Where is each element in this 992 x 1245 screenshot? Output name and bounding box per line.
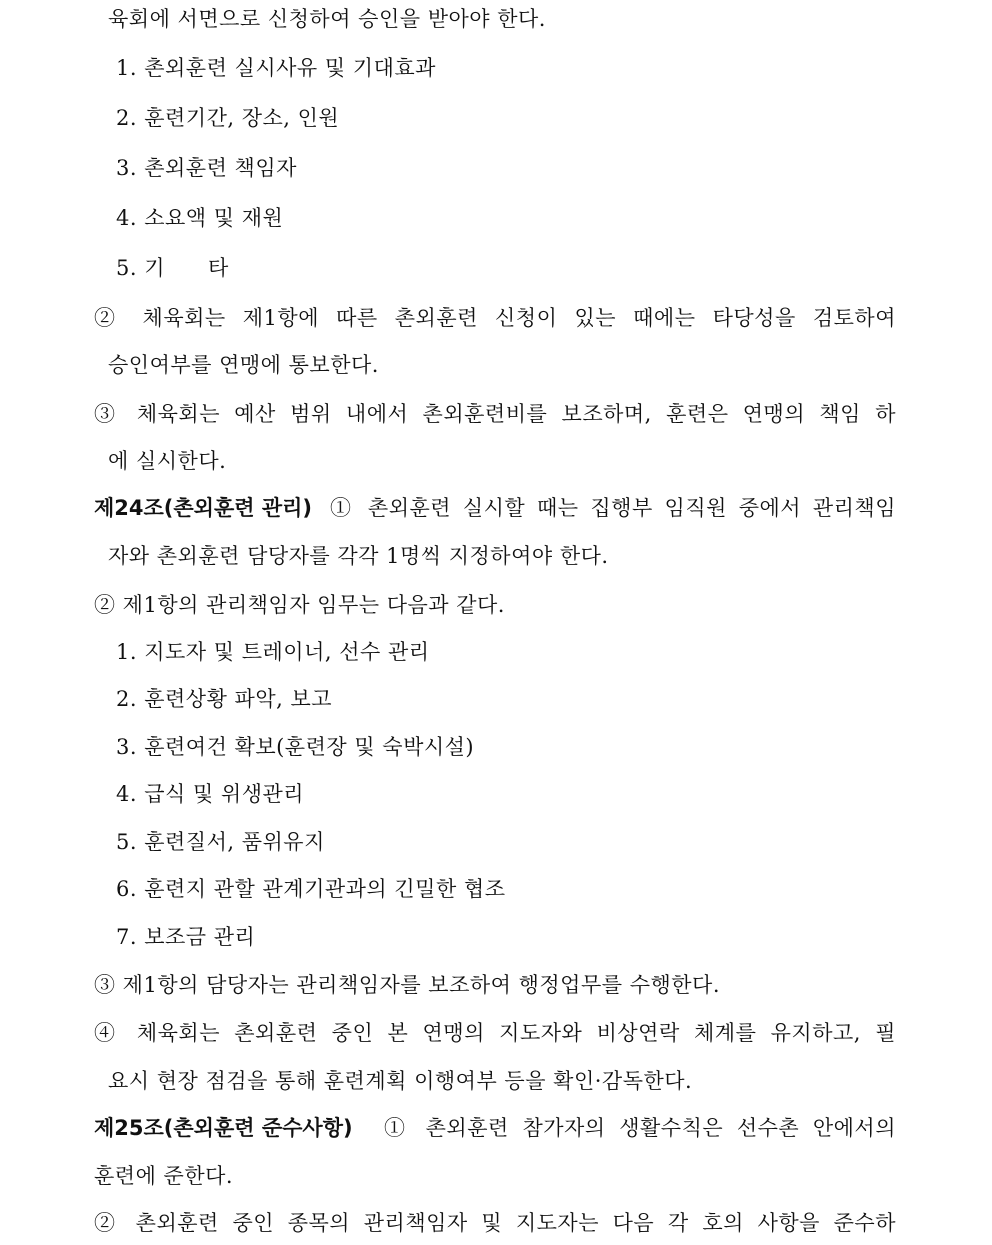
list-item: 5. 훈련질서, 품위유지	[116, 830, 325, 854]
list-item: 1. 촌외훈련 실시사유 및 기대효과	[116, 56, 436, 80]
article-25-title: 제25조(촌외훈련 준수사항)	[94, 1116, 353, 1140]
paragraph-line: 승인여부를 연맹에 통보한다.	[108, 353, 379, 377]
list-item: 2. 훈련상황 파악, 보고	[116, 687, 333, 711]
list-item: 4. 급식 및 위생관리	[116, 782, 305, 806]
list-item: 3. 훈련여건 확보(훈련장 및 숙박시설)	[116, 735, 475, 759]
paragraph-line: ② 제1항의 관리책임자 임무는 다음과 같다.	[94, 593, 505, 617]
article-heading	[94, 1115, 353, 1141]
list-item: 7. 보조금 관리	[116, 925, 256, 949]
paragraph-line: ④ 체육회는 촌외훈련 중인 본 연맹의 지도자와 비상연락 체계를 유지하고, 필	[94, 1021, 896, 1045]
paragraph-line: 자와 촌외훈련 담당자를 각각 1명씩 지정하여야 한다.	[108, 544, 609, 568]
paragraph-line: ② 체육회는 제1항에 따른 촌외훈련 신청이 있는 때에는 타당성을 검토하여	[94, 306, 896, 330]
paragraph-line: ① 촌외훈련 실시할 때는 집행부 임직원 중에서 관리책임	[330, 496, 896, 520]
paragraph-line: ① 촌외훈련 참가자의 생활수칙은 선수촌 안에서의	[384, 1116, 896, 1140]
paragraph-line: ③ 체육회는 예산 범위 내에서 촌외훈련비를 보조하며, 훈련은 연맹의 책임 하	[94, 402, 896, 426]
paragraph-line: 에 실시한다.	[108, 449, 227, 473]
list-item: 5. 기 타	[116, 256, 229, 280]
paragraph-line: 훈련에 준한다.	[94, 1164, 234, 1188]
paragraph-line: 요시 현장 점검을 통해 훈련계획 이행여부 등을 확인·감독한다.	[108, 1069, 693, 1093]
paragraph-line: ③ 제1항의 담당자는 관리책임자를 보조하여 행정업무를 수행한다.	[94, 973, 721, 997]
article-heading	[94, 495, 312, 521]
list-item: 1. 지도자 및 트레이너, 선수 관리	[116, 640, 430, 664]
text-line: 육회에 서면으로 신청하여 승인을 받아야 한다.	[108, 7, 546, 31]
list-item: 3. 촌외훈련 책임자	[116, 156, 297, 180]
article-24-title: 제24조(촌외훈련 관리)	[94, 496, 313, 520]
list-item: 6. 훈련지 관할 관계기관과의 긴밀한 협조	[116, 877, 506, 901]
list-item: 4. 소요액 및 재원	[116, 206, 284, 230]
paragraph-line: ② 촌외훈련 중인 종목의 관리책임자 및 지도자는 다음 각 호의 사항을 준수하	[94, 1211, 896, 1235]
list-item: 2. 훈련기간, 장소, 인원	[116, 106, 340, 130]
